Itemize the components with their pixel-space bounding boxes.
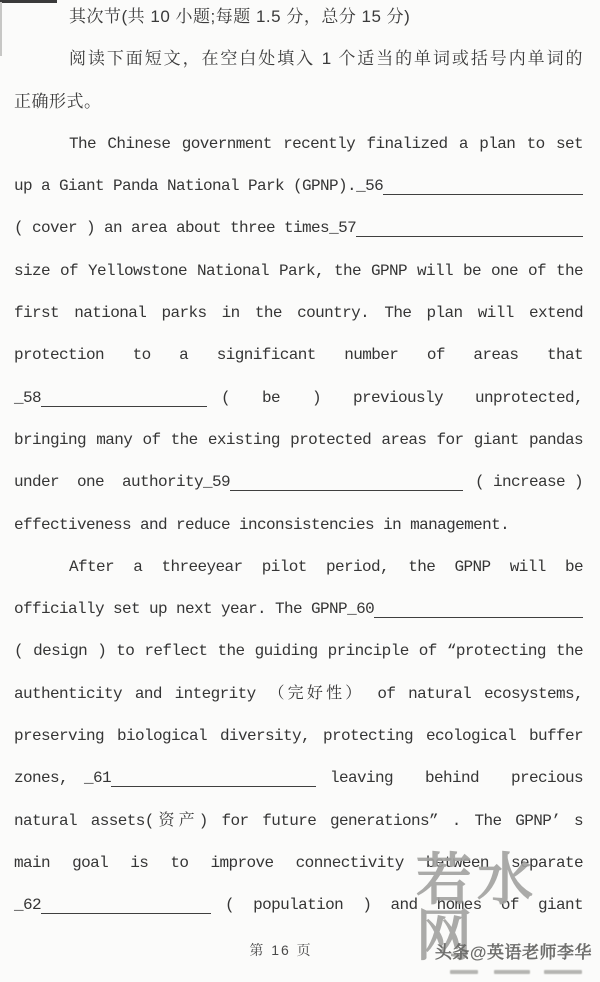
blank-number-61: _61 bbox=[84, 769, 112, 788]
passage-text: up a Giant Panda National Park (GPNP). bbox=[14, 177, 357, 196]
blank-number-56: _56 bbox=[356, 177, 384, 196]
passage-line bbox=[14, 588, 583, 630]
passage-line: natural assets(资产) for future generations” . The GPNP’ s bbox=[14, 811, 583, 830]
passage-line: main goal is to improve connectivity between separate bbox=[14, 853, 583, 872]
passage-line: protection to a significant number of areas that bbox=[14, 346, 583, 365]
passage-line: After a threeyear pilot period, the GPNP will be bbox=[69, 557, 583, 576]
passage-line: The Chinese government recently finalized a plan to set bbox=[69, 134, 583, 153]
blank-number-59: _59 bbox=[203, 473, 231, 492]
instructions-line-1: 阅读下面短文，在空白处填入 1 个适当的单词或括号内单词的 bbox=[69, 49, 583, 69]
blank-number-58: _58 bbox=[14, 388, 42, 407]
blank-number-57: _57 bbox=[329, 219, 357, 238]
passage-line: size of Yellowstone National Park, the GPNP will be one of the bbox=[14, 261, 583, 280]
scan-artifact-left-line bbox=[0, 2, 2, 56]
fill-blank-56 bbox=[383, 165, 583, 195]
passage-line bbox=[14, 165, 583, 207]
section-title: 其次节(共 10 小题;每题 1.5 分，总分 15 分) bbox=[69, 7, 411, 26]
fill-blank-57 bbox=[356, 207, 583, 237]
passage-text: ( increase ) bbox=[474, 473, 583, 492]
watermark-author-text: 头条@英语老师李华 bbox=[434, 943, 592, 962]
passage-text: zones, bbox=[14, 769, 69, 788]
page-number: 第 16 页 bbox=[249, 942, 313, 958]
fill-blank-60 bbox=[374, 588, 583, 618]
passage-line: authenticity and integrity （完好性） of natural ecosystems, bbox=[14, 684, 583, 703]
fill-blank-61 bbox=[111, 757, 316, 787]
fill-blank-58 bbox=[41, 377, 207, 407]
passage-line: bringing many of the existing protected areas for giant pandas bbox=[14, 430, 583, 449]
blank-number-62: _62 bbox=[14, 896, 42, 915]
passage-text: leaving behind precious bbox=[330, 769, 583, 788]
passage-line bbox=[14, 461, 583, 503]
passage-text: ( be ) previously unprotected, bbox=[221, 388, 583, 407]
passage-text: officially set up next year. The GPNP bbox=[14, 600, 348, 619]
watermark-logo-text: 若水网 bbox=[416, 848, 538, 967]
instructions-line-2: 正确形式。 bbox=[14, 91, 102, 111]
watermark-small-text bbox=[450, 970, 478, 974]
passage-line: preserving biological diversity, protecting ecological buffer bbox=[14, 727, 583, 746]
page-content bbox=[14, 0, 583, 927]
watermark bbox=[416, 848, 596, 976]
passage-line bbox=[14, 207, 583, 249]
blank-number-60: _60 bbox=[347, 600, 375, 619]
passage-line: ( design ) to reflect the guiding principle of “protecting the bbox=[14, 642, 583, 661]
passage-line bbox=[14, 377, 583, 419]
passage-line: first national parks in the country. The plan will extend bbox=[14, 304, 583, 323]
fill-blank-62 bbox=[41, 884, 211, 914]
passage-line bbox=[14, 757, 583, 799]
passage-text: ( cover ) an area about three times bbox=[14, 219, 330, 238]
passage-text: under one authority bbox=[14, 473, 204, 492]
watermark-small-text bbox=[494, 970, 530, 974]
fill-blank-59 bbox=[230, 461, 463, 491]
passage-text: ( population ) and homes of giant bbox=[225, 896, 583, 915]
watermark-small-text bbox=[544, 970, 582, 974]
passage-line: effectiveness and reduce inconsistencies in management. bbox=[14, 515, 510, 534]
